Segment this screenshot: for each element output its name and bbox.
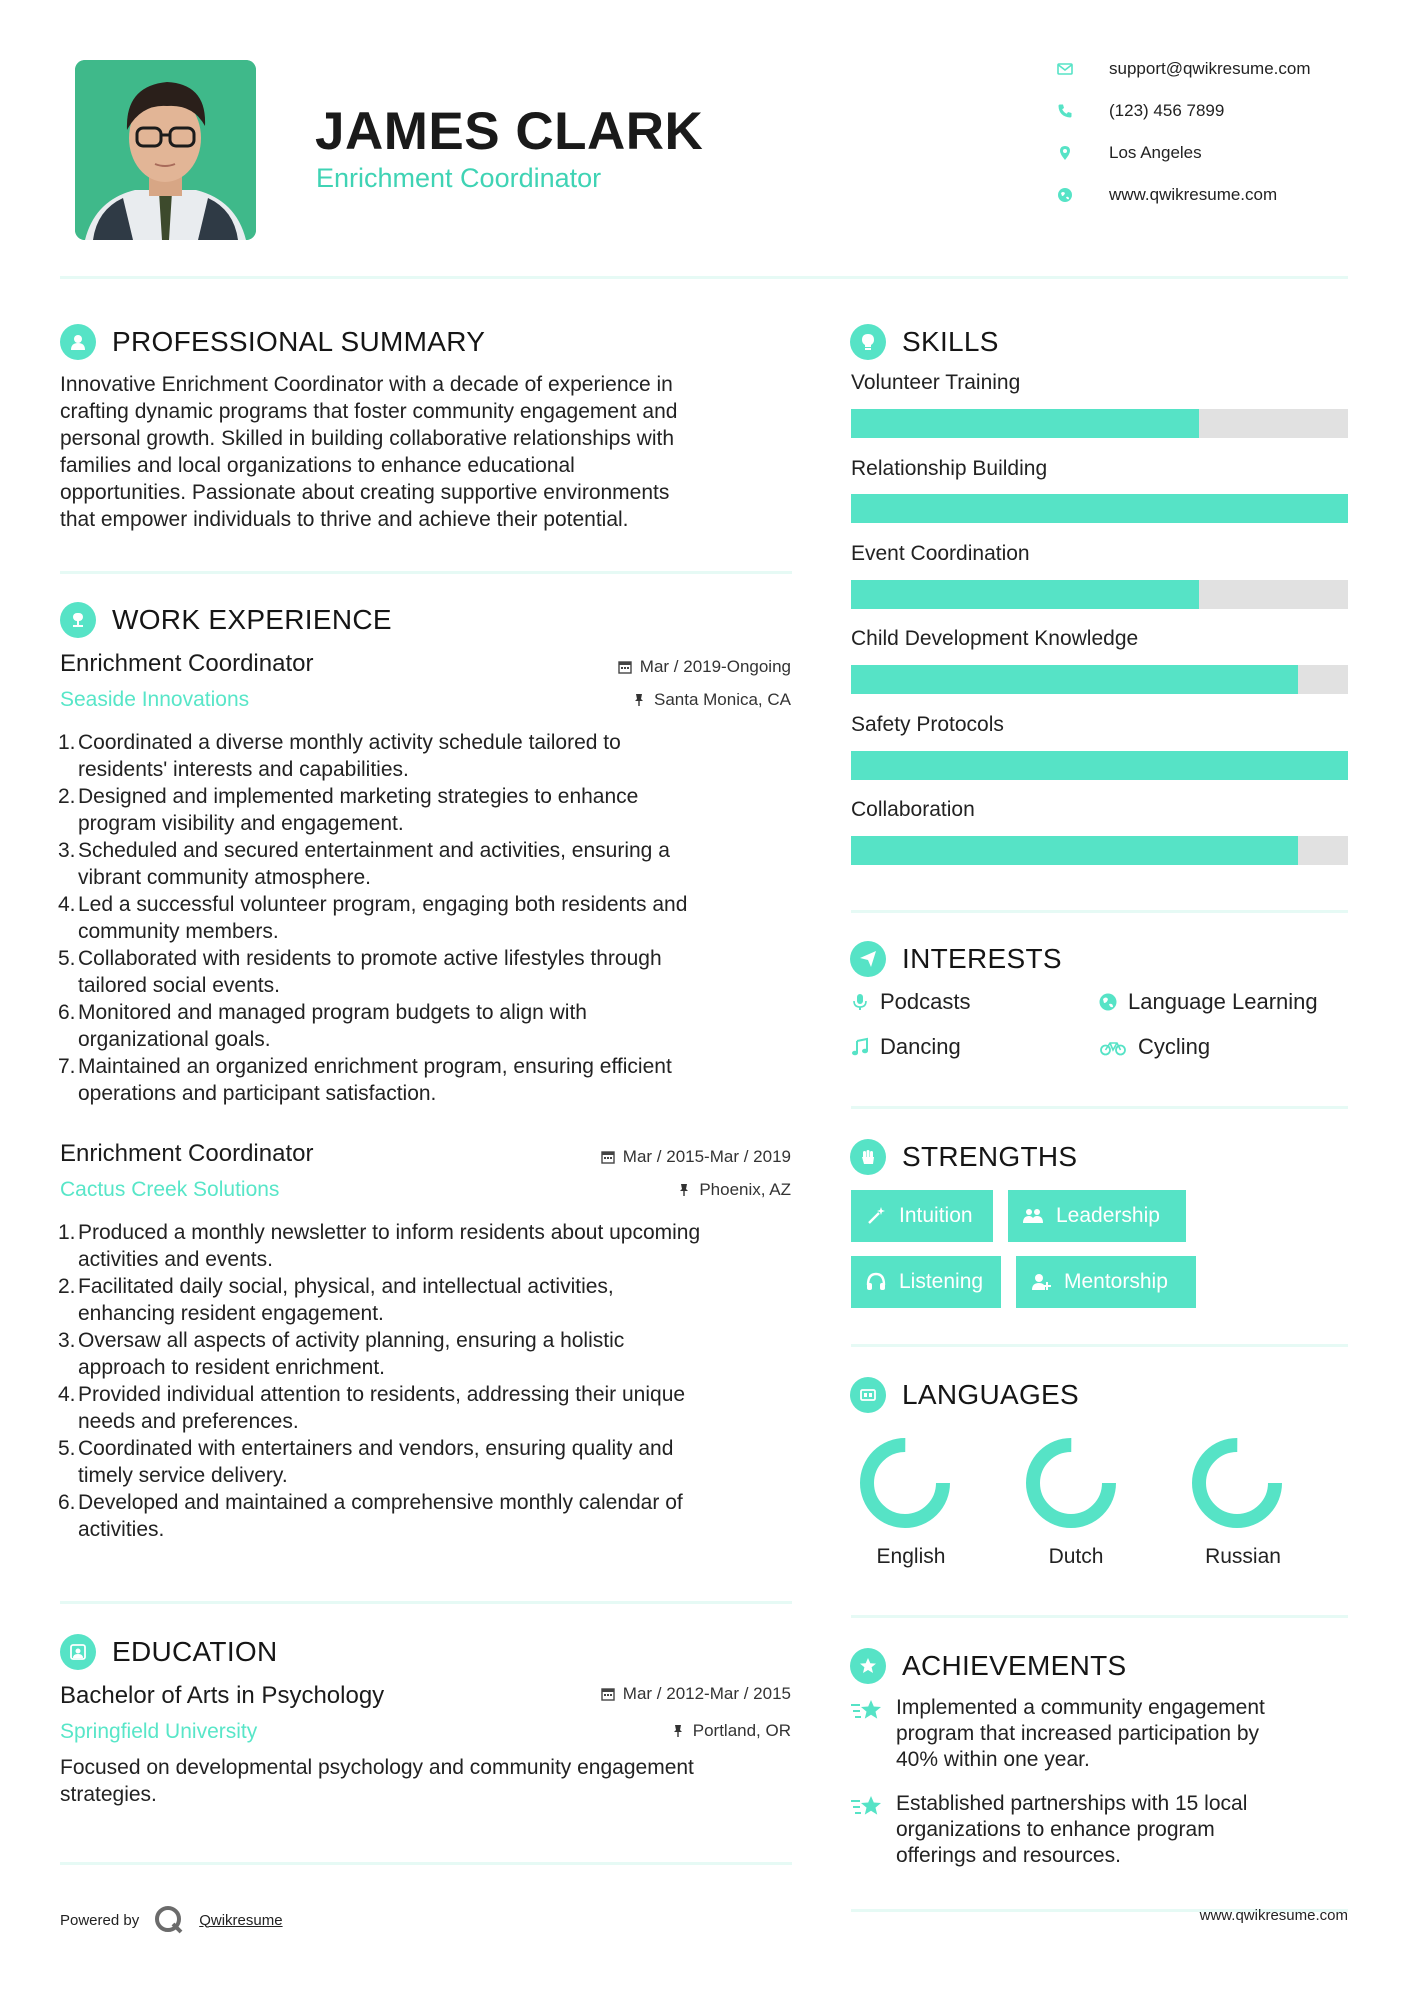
skill-bar-fill xyxy=(851,665,1298,694)
pushpin-icon xyxy=(677,1183,691,1197)
job-2-location-text: Phoenix, AZ xyxy=(699,1180,791,1199)
education-date-text: Mar / 2012-Mar / 2015 xyxy=(622,1684,791,1703)
interest-item: Language Learning xyxy=(1098,989,1318,1015)
candidate-title: Enrichment Coordinator xyxy=(316,163,602,193)
job-1-date-text: Mar / 2019-Ongoing xyxy=(639,657,791,676)
globe-icon xyxy=(1098,992,1118,1012)
shooting-star-icon xyxy=(850,1793,884,1821)
contact-location xyxy=(1057,138,1357,168)
music-note-icon xyxy=(850,1037,870,1057)
duty-item: 2. Designed and implemented marketing strategies to enhance program visibility and engagement. xyxy=(58,785,639,835)
skill-bar xyxy=(851,665,1348,694)
phone-icon xyxy=(1057,103,1097,119)
star-badge-icon xyxy=(850,1648,886,1684)
job-1-company: Seaside Innovations xyxy=(60,688,250,711)
summary-line: crafting dynamic programs that foster community engagement and xyxy=(60,400,678,423)
duty-item: 4. Led a successful volunteer program, engaging both residents and community members. xyxy=(58,893,688,943)
header-divider xyxy=(60,276,1348,279)
job-2-location xyxy=(491,1180,791,1200)
strengths-heading xyxy=(850,1137,1077,1177)
experience-heading xyxy=(60,600,392,640)
graduation-icon xyxy=(60,1634,96,1670)
skills-heading xyxy=(850,322,999,362)
qwikresume-logo-icon xyxy=(153,1904,185,1936)
microphone-icon xyxy=(850,992,870,1012)
duty-item: 5. Coordinated with entertainers and vendors, ensuring quality and timely service delivery. xyxy=(58,1437,674,1487)
contact-website[interactable] xyxy=(1057,180,1357,210)
language-icon xyxy=(850,1377,886,1413)
language-ring xyxy=(1182,1428,1292,1538)
briefcase-icon xyxy=(60,602,96,638)
education-school: Springfield University xyxy=(60,1720,258,1743)
duty-item: 3. Scheduled and secured entertainment and activities, ensuring a vibrant community atmosphere. xyxy=(58,839,670,889)
skills-divider xyxy=(851,910,1348,913)
duty-item: 4. Provided individual attention to residents, addressing their unique needs and preferences. xyxy=(58,1383,686,1433)
summary-line: opportunities. Passionate about creating supportive environments xyxy=(60,481,670,504)
summary-line: Innovative Enrichment Coordinator with a decade of experience in xyxy=(60,373,673,396)
duty-item: 1. Produced a monthly newsletter to inform residents about upcoming activities and events. xyxy=(58,1221,701,1271)
contact-email[interactable] xyxy=(1057,54,1357,84)
skill-bar xyxy=(851,751,1348,780)
strength-tag: Intuition xyxy=(851,1190,993,1242)
magic-wand-icon xyxy=(865,1205,887,1227)
skill-name: Safety Protocols xyxy=(851,713,1004,736)
skill-bar xyxy=(851,836,1348,865)
lightbulb-icon xyxy=(850,324,886,360)
skill-name: Volunteer Training xyxy=(851,371,1021,394)
skill-bar xyxy=(851,409,1348,438)
job-1-duties xyxy=(60,729,800,1107)
education-divider xyxy=(60,1862,792,1865)
interest-item: Cycling xyxy=(1098,1034,1210,1060)
job-2-date-text: Mar / 2015-Mar / 2019 xyxy=(622,1147,791,1166)
contact-phone[interactable] xyxy=(1057,96,1357,126)
interests-heading xyxy=(850,939,1062,979)
achievements-title: ACHIEVEMENTS xyxy=(902,1650,1127,1681)
job-1-location xyxy=(491,690,791,710)
duty-item: 7. Maintained an organized enrichment program, ensuring efficient operations and participant satisfaction. xyxy=(58,1055,672,1105)
language-label: Dutch xyxy=(1048,1545,1104,1568)
contact-phone-text: (123) 456 7899 xyxy=(1109,101,1225,120)
achievements-heading xyxy=(850,1646,1127,1686)
job-2-title: Enrichment Coordinator xyxy=(60,1140,314,1167)
education-location xyxy=(491,1721,791,1741)
job-2-duties xyxy=(60,1219,810,1543)
strengths-divider xyxy=(851,1344,1348,1347)
skill-bar-fill xyxy=(851,494,1348,523)
user-plus-icon xyxy=(1030,1271,1052,1293)
language-label: English xyxy=(876,1545,946,1568)
headphones-icon xyxy=(865,1271,887,1293)
education-heading xyxy=(60,1632,278,1672)
profile-photo xyxy=(75,60,256,240)
pushpin-icon xyxy=(632,693,646,707)
languages-title: LANGUAGES xyxy=(902,1379,1079,1410)
job-2-company: Cactus Creek Solutions xyxy=(60,1178,280,1201)
interest-item: Podcasts xyxy=(850,989,971,1015)
education-location-text: Portland, OR xyxy=(692,1721,791,1740)
calendar-icon xyxy=(601,1150,615,1164)
languages-heading xyxy=(850,1375,1079,1415)
user-icon xyxy=(60,324,96,360)
education-title: EDUCATION xyxy=(112,1636,278,1667)
strength-tag: Mentorship xyxy=(1016,1256,1196,1308)
shooting-star-icon xyxy=(850,1697,884,1725)
users-icon xyxy=(1022,1205,1044,1227)
paper-plane-icon xyxy=(850,941,886,977)
calendar-icon xyxy=(618,660,632,674)
footer-powered-by: Powered by Qwikresume xyxy=(60,1904,283,1936)
skill-name: Event Coordination xyxy=(851,542,1030,565)
achievement-item: Implemented a community engagement program that increased participation by 40% within one year. xyxy=(850,1695,1350,1773)
contact-website-text: www.qwikresume.com xyxy=(1109,185,1278,204)
education-date xyxy=(491,1684,791,1704)
calendar-icon xyxy=(601,1687,615,1701)
candidate-name: JAMES CLARK xyxy=(315,102,704,161)
skill-bar-fill xyxy=(851,409,1199,438)
interests-title: INTERESTS xyxy=(902,943,1062,974)
interest-item: Dancing xyxy=(850,1034,961,1060)
summary-heading xyxy=(60,322,485,362)
mail-icon xyxy=(1057,61,1097,77)
skill-bar-fill xyxy=(851,751,1348,780)
interests-divider xyxy=(851,1106,1348,1109)
location-pin-icon xyxy=(1057,145,1097,161)
strength-tag: Leadership xyxy=(1008,1190,1186,1242)
skill-bar-fill xyxy=(851,836,1298,865)
footer-website[interactable]: www.qwikresume.com xyxy=(1199,1907,1348,1924)
strength-tag: Listening xyxy=(851,1256,1001,1308)
duty-item: 6. Developed and maintained a comprehensive monthly calendar of activities. xyxy=(58,1491,683,1541)
languages-divider xyxy=(851,1615,1348,1618)
skill-name: Relationship Building xyxy=(851,457,1048,480)
job-2-date xyxy=(491,1147,791,1167)
language-label: Russian xyxy=(1205,1545,1281,1568)
duty-item: 2. Facilitated daily social, physical, and intellectual activities, enhancing resident engagement. xyxy=(58,1275,614,1325)
duty-item: 5. Collaborated with residents to promote active lifestyles through tailored social events. xyxy=(58,947,662,997)
achievement-item: Established partnerships with 15 local organizations to enhance program offerings and resources. xyxy=(850,1791,1350,1869)
skills-title: SKILLS xyxy=(902,326,999,357)
summary-divider xyxy=(60,571,792,574)
experience-divider xyxy=(60,1601,792,1604)
summary-line: personal growth. Skilled in building collaborative relationships with xyxy=(60,427,675,450)
summary-text xyxy=(60,371,800,533)
skill-name: Child Development Knowledge xyxy=(851,627,1139,650)
qwikresume-link[interactable]: Qwikresume xyxy=(199,1911,283,1929)
summary-title: PROFESSIONAL SUMMARY xyxy=(112,326,486,357)
experience-title: WORK EXPERIENCE xyxy=(112,604,392,635)
contact-location-text: Los Angeles xyxy=(1109,143,1202,162)
strengths-title: STRENGTHS xyxy=(902,1141,1078,1172)
language-ring xyxy=(850,1428,960,1538)
bicycle-icon xyxy=(1098,1037,1128,1057)
skill-name: Collaboration xyxy=(851,798,975,821)
job-1-title: Enrichment Coordinator xyxy=(60,650,314,677)
education-description: Focused on developmental psychology and community engagement strategies. xyxy=(60,1756,694,1806)
skill-bar xyxy=(851,580,1348,609)
education-degree: Bachelor of Arts in Psychology xyxy=(60,1682,385,1709)
summary-line: families and local organizations to enhance educational xyxy=(60,454,575,477)
skill-bar-fill xyxy=(851,580,1199,609)
pushpin-icon xyxy=(671,1724,685,1738)
summary-line: that empower individuals to thrive and achieve their potential. xyxy=(60,508,629,531)
job-1-date xyxy=(491,657,791,677)
duty-item: 6. Monitored and managed program budgets to align with organizational goals. xyxy=(58,1001,587,1051)
contact-email-text: support@qwikresume.com xyxy=(1109,59,1311,78)
duty-item: 3. Oversaw all aspects of activity planning, ensuring a holistic approach to resident enrichment. xyxy=(58,1329,625,1379)
fist-icon xyxy=(850,1139,886,1175)
duty-item: 1. Coordinated a diverse monthly activity schedule tailored to residents' interests and capabilities. xyxy=(58,731,621,781)
language-ring xyxy=(1016,1428,1126,1538)
job-1-location-text: Santa Monica, CA xyxy=(653,690,791,709)
skill-bar xyxy=(851,494,1348,523)
globe-icon xyxy=(1057,187,1097,203)
